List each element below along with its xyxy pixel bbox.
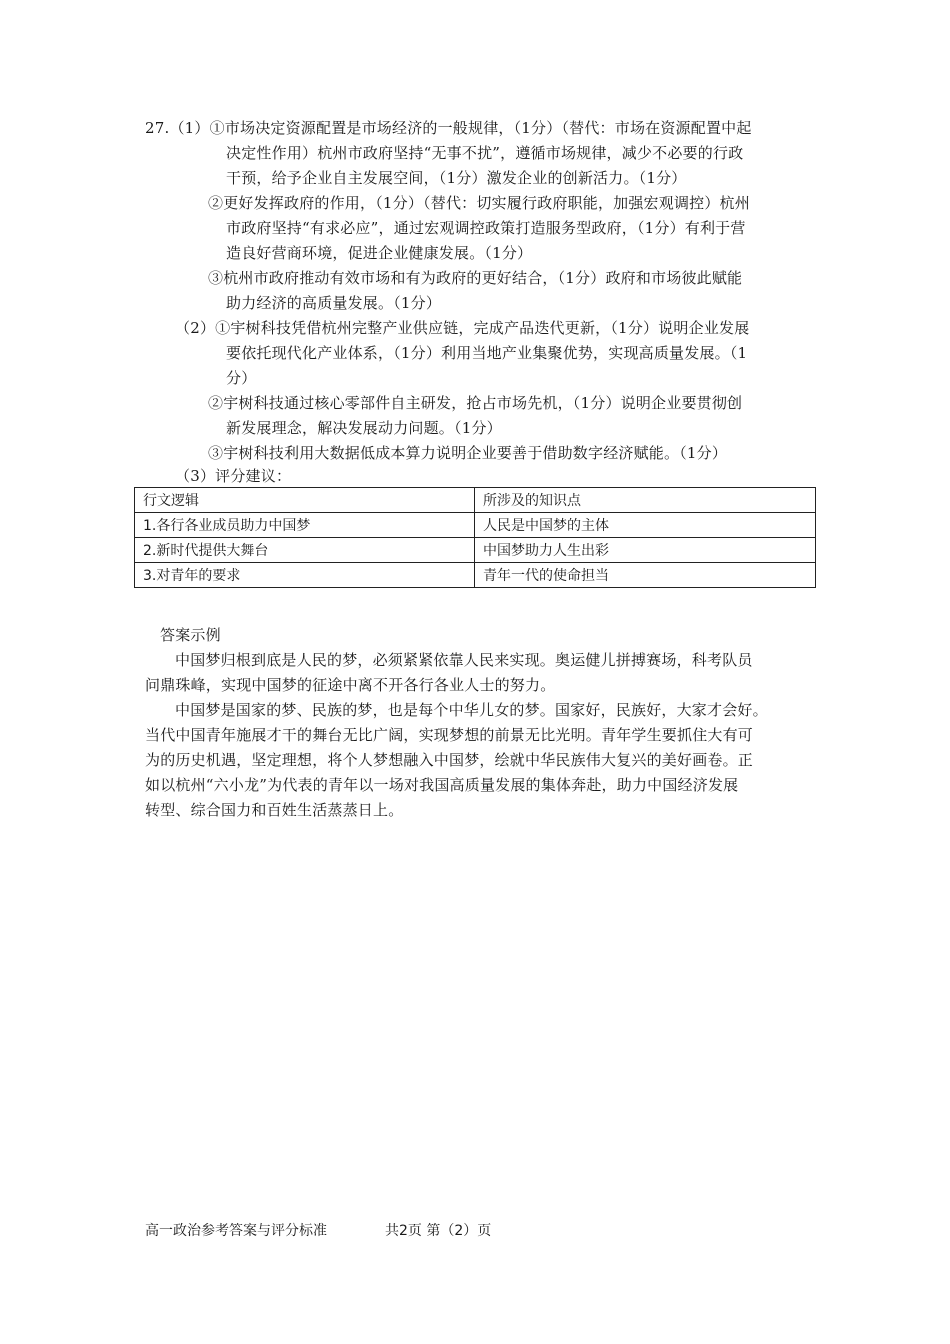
table-cell: 3.对青年的要求 [135, 563, 475, 588]
q27-part1-line3: 干预，给予企业自主发展空间，（1分）激发企业的创新活力。（1分） [226, 169, 687, 187]
q27-part1-line7: ③杭州市政府推动有效市场和有为政府的更好结合，（1分）政府和市场彼此赋能 [208, 269, 743, 287]
q27-part1-line8: 助力经济的高质量发展。（1分） [226, 294, 442, 312]
sample-heading: 答案示例 [160, 626, 221, 644]
table-cell: 1.各行各业成员助力中国梦 [135, 513, 475, 538]
sample-line7: 转型、综合国力和百姓生活蒸蒸日上。 [145, 801, 404, 819]
table-cell: 中国梦助力人生出彩 [475, 538, 816, 563]
table-row [135, 513, 816, 538]
table-row [135, 538, 816, 563]
sample-line3: 中国梦是国家的梦、民族的梦，也是每个中华儿女的梦。国家好，民族好，大家才会好。 [175, 701, 768, 719]
q27-part1-line6: 造良好营商环境，促进企业健康发展。（1分） [226, 244, 533, 262]
table-header: 行文逻辑 [135, 488, 475, 513]
q27-part2-line4: ②宇树科技通过核心零部件自主研发，抢占市场先机，（1分）说明企业要贯彻创 [208, 394, 743, 412]
sample-line2: 问鼎珠峰，实现中国梦的征途中离不开各行各业人士的努力。 [145, 676, 556, 694]
rubric-table [134, 487, 816, 588]
q27-part2-line2: 要依托现代化产业体系，（1分）利用当地产业集聚优势，实现高质量发展。（1 [226, 344, 748, 362]
q27-part1-line4: ②更好发挥政府的作用，（1分）（替代：切实履行政府职能，加强宏观调控）杭州 [208, 194, 750, 212]
q27-part2-line1: （2）①宇树科技凭借杭州完整产业供应链，完成产品迭代更新，（1分）说明企业发展 [175, 319, 750, 337]
sample-line1: 中国梦归根到底是人民的梦，必须紧紧依靠人民来实现。奥运健儿拼搏赛场，科考队员 [175, 651, 753, 669]
footer-title: 高一政治参考答案与评分标准 [145, 1223, 327, 1239]
q27-part1-line2: 决定性作用）杭州市政府坚持“无事不扰”，遵循市场规律，减少不必要的行政 [226, 144, 744, 162]
sample-line5: 为的历史机遇，坚定理想，将个人梦想融入中国梦，绘就中华民族伟大复兴的美好画卷。正 [145, 751, 754, 769]
table-cell: 人民是中国梦的主体 [475, 513, 816, 538]
q27-part2-line3: 分） [226, 369, 257, 387]
q27-part2-line5: 新发展理念，解决发展动力问题。（1分） [226, 419, 502, 437]
table-header-row [135, 488, 816, 513]
sample-line4: 当代中国青年施展才干的舞台无比广阔，实现梦想的前景无比光明。青年学生要抓住大有可 [145, 726, 754, 744]
table-row [135, 563, 816, 588]
table-cell: 2.新时代提供大舞台 [135, 538, 475, 563]
table-cell: 青年一代的使命担当 [475, 563, 816, 588]
q27-part1-line5: 市政府坚持“有求必应”，通过宏观调控政策打造服务型政府，（1分）有利于营 [226, 219, 746, 237]
footer-page-number: 共2页 第（2）页 [385, 1223, 492, 1239]
sample-line6: 如以杭州“六小龙”为代表的青年以一场对我国高质量发展的集体奔赴，助力中国经济发展 [145, 776, 739, 794]
table-header: 所涉及的知识点 [475, 488, 816, 513]
q27-part2-line6: ③宇树科技利用大数据低成本算力说明企业要善于借助数字经济赋能。（1分） [208, 444, 728, 462]
q27-part1-line1: 27.（1）①市场决定资源配置是市场经济的一般规律，（1分）（替代：市场在资源配置中起 [145, 119, 752, 137]
q27-part3-heading: （3）评分建议： [175, 467, 292, 485]
